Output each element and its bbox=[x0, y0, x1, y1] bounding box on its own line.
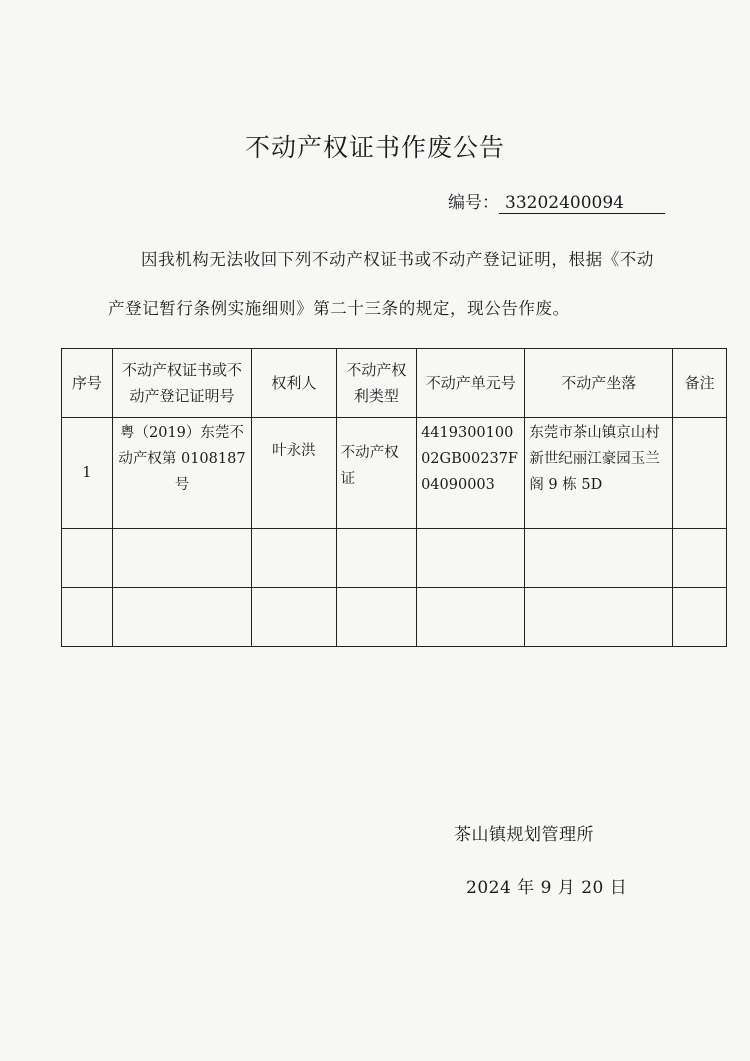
cell-location: 东莞市茶山镇京山村新世纪丽江豪园玉兰阁 9 栋 5D bbox=[525, 418, 673, 529]
empty-cell bbox=[673, 588, 727, 647]
empty-cell bbox=[417, 588, 525, 647]
empty-cell bbox=[525, 529, 673, 588]
empty-cell bbox=[336, 588, 416, 647]
cell-note bbox=[673, 418, 727, 529]
header-cert-no: 不动产权证书或不动产登记证明号 bbox=[112, 349, 251, 418]
empty-cell bbox=[252, 588, 336, 647]
doc-number-label: 编号： bbox=[448, 193, 499, 213]
header-location: 不动产坐落 bbox=[525, 349, 673, 418]
table-header-row bbox=[62, 349, 727, 418]
empty-cell bbox=[112, 588, 251, 647]
table-row bbox=[62, 418, 727, 529]
empty-cell bbox=[525, 588, 673, 647]
empty-cell bbox=[673, 529, 727, 588]
cell-unit-no: 441930010002GB00237F04090003 bbox=[417, 418, 525, 529]
header-holder: 权利人 bbox=[252, 349, 336, 418]
empty-cell bbox=[112, 529, 251, 588]
doc-number bbox=[448, 188, 665, 214]
empty-cell bbox=[252, 529, 336, 588]
empty-cell bbox=[417, 529, 525, 588]
issue-date: 2024 年 9 月 20 日 bbox=[466, 878, 628, 898]
header-seq: 序号 bbox=[62, 349, 113, 418]
header-note: 备注 bbox=[673, 349, 727, 418]
empty-cell bbox=[62, 588, 113, 647]
body-text-line-2: 产登记暂行条例实施细则》第二十三条的规定，现公告作废。 bbox=[108, 299, 570, 318]
cell-seq: 1 bbox=[62, 418, 113, 529]
page-title: 不动产权证书作废公告 bbox=[244, 133, 505, 162]
notice-table bbox=[61, 348, 727, 647]
doc-number-value: 33202400094 bbox=[499, 193, 665, 214]
cell-right-type: 不动产权证 bbox=[336, 418, 416, 529]
table-row-empty bbox=[62, 529, 727, 588]
empty-cell bbox=[62, 529, 113, 588]
body-text-line-1: 因我机构无法收回下列不动产权证书或不动产登记证明，根据《不动 bbox=[141, 250, 654, 269]
empty-cell bbox=[336, 529, 416, 588]
table-row-empty bbox=[62, 588, 727, 647]
issuing-authority: 茶山镇规划管理所 bbox=[454, 825, 594, 845]
cell-holder: 叶永洪 bbox=[252, 418, 336, 529]
header-unit-no: 不动产单元号 bbox=[417, 349, 525, 418]
header-right-type: 不动产权利类型 bbox=[336, 349, 416, 418]
cell-cert-no: 粤（2019）东莞不动产权第 0108187 号 bbox=[112, 418, 251, 529]
